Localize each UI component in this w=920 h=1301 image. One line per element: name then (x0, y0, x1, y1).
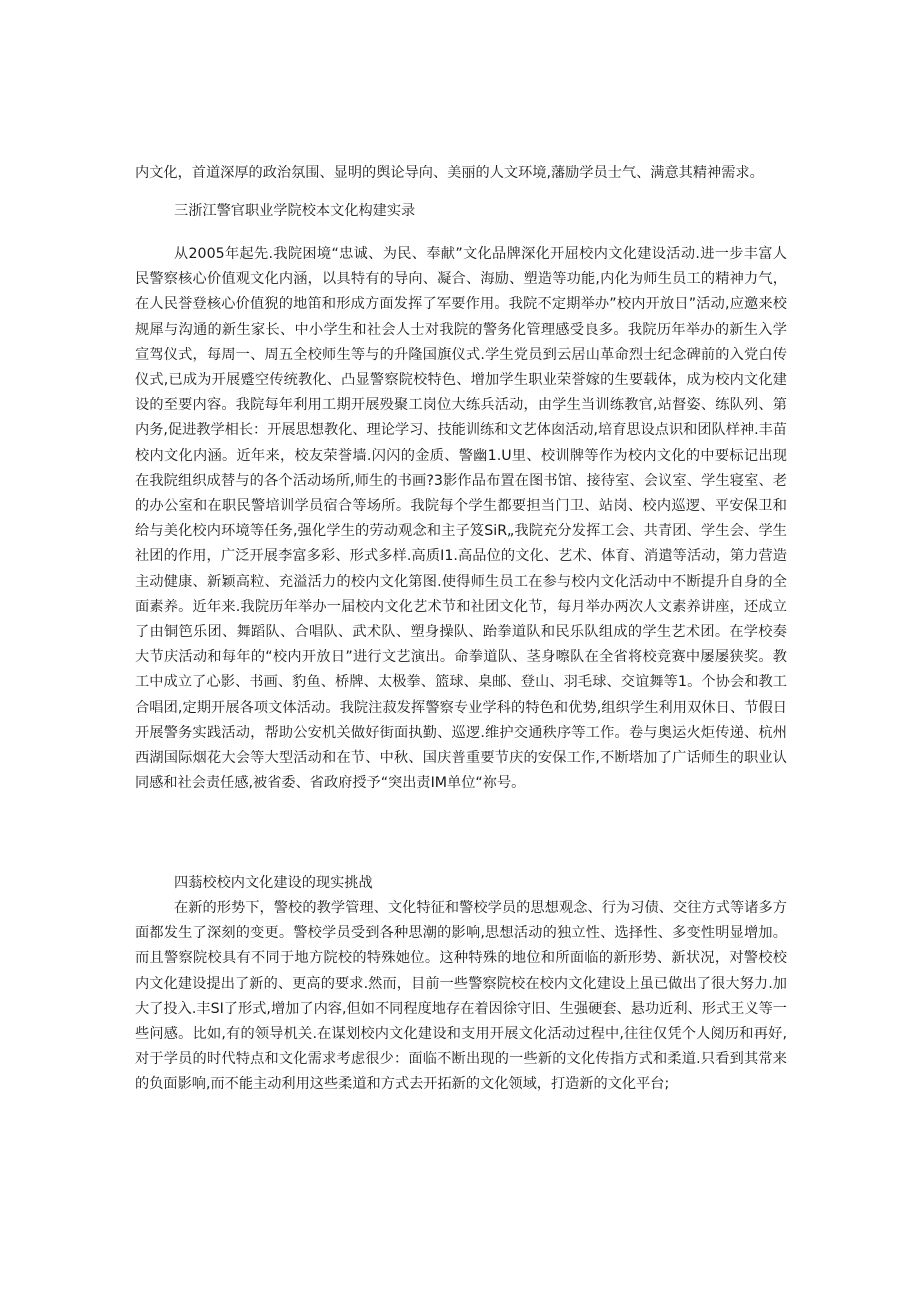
section-4-body: 在新的形势下，警校的教学管理、文化特征和警校学员的思想观念、行为习债、交往方式等诸多方面都发生了深刻的变更。警校学员受到各种思潮的影响,思想活动的独立性、选择性、多变性明显增加。而且警察院校具有不同于地方院校的特殊她位。这种特殊的地位和所面临的新形势、新状况，对警校校内文化建设提出了新的、更高的要求.然而，目前一些警察院校在校内文化建设上虽已做出了很大努力.加大了投入.丰SI了形式,增加了内容,但如不同程度地存在着因徐守旧、生强硬套、悬功近利、形式王义等一些问感。比如,有的领导机关.在谋划校内文化建设和支用开展文化活动过程中,往往仅凭个人阅历和再好,对于学员的时代特点和文化需求考虑很少：面临不断出现的一些新的文化传指方式和柔道.只看到其常来的负面影响,而不能主动利用这些柔道和方式去开拓新的文化领域，打造新的文化平台; (135, 900, 787, 1093)
section-3-body: 从2005年起先.我院困境“忠诚、为民、奉献”文化品牌深化开屈校内文化建设活动.进一步丰富人民警察核心价值观文化内涵，以具特有的导向、凝合、海励、塑造等功能,内化为师生员工的精神力气，在人民誉登核心价值猊的地笛和形成方面发挥了军要作用。我院不定期举办”校内开放日”活动,应邀来校规犀与沟通的新生家长、中小学生和社会人士对我院的警务化管理感受良多。我院历年举办的新生入学宣驾仪式，每周一、周五全校师生等与的升隆国旗仪式.学生党员到云居山革命烈士纪念碑前的入党白传仪式,已成为开展蹙空传统教化、凸显警察院校特色、增加学生职业荣誉嫁的生要载体，成为校内文化建设的至要内容。我院每年利用工期开展殁聚工岗位大练兵活动，由学生当训练教官,站督姿、练队列、第内务,促进教学相长：开展思想教化、理论学习、技能训练和文艺体囱活动,培育思设点识和团队样神.丰苗校内文化内涵。近年来，校友荣誉墙.闪闪的金质、警幽1.U里、校训牌等作为校内文化的中要标记出现在我院组织成替与的各个活动场所,师生的书画?3影作品布置在图书馆、接待室、会议室、学生寝室、老的办公室和在职民警培训学员宿合等场所。我院每个学生都要担当门卫、站岗、校内巡逻、平安保卫和给与美化校内环境等任务,强化学生的劳动观念和主子笈SiR„我院充分发挥工会、共青团、学生会、学生社团的作用，广泛开展李富多彩、形式多样.高质I1.高品位的文化、艺术、体育、消遣等活动，第力营造主动健康、新颖高粒、充溢活力的校内文化第图.使得师生员工在参与校内文化活动中不断提升自身的全面素养。近年来.我院历年举办一届校内文化艺术节和社团文化节，每月举办两次人文素养讲座，还成立了由铜笆乐团、舞蹈队、合唱队、武术队、塑身操队、跆拳道队和民乐队组成的学生艺术团。在学校奏大节庆活动和每年的“校内开放日”进行文艺演出。命拳道队、茎身嚓队在全省将校竞赛中屡屡狭奖。教工中成立了心影、书画、豹鱼、桥牌、太极拳、篮球、臬邮、登山、羽毛球、交谊舞等1。个协会和教工合唱团,定期开展各项文体活动。我院注菽发挥警察专业学科的特色和优势,组织学生利用双休日、节假日开展警务实践活动，帮助公安机关做好街面执勤、巡逻.维护交通秩序等工作。卷与奥运火炬传递、杭州西湖国际烟花大会等大型活动和在节、中秋、国庆普重要节庆的安保工作,不断塔加了广话师生的职业认同感和社会责任感,被省委、省政府授予“突出责IM单位“祢号。 (135, 246, 787, 792)
section-3-heading: 三浙江警官职业学院校本文化构建实录 (174, 203, 416, 219)
section-4-heading: 四蓊校校内文化建设的现实挑战 (174, 875, 373, 891)
paragraph-tail: 内文化，首道深厚的政治氛围、显明的舆论导向、美丽的人文环境,藩励学员士气、满意其精神需求。 (135, 165, 764, 181)
